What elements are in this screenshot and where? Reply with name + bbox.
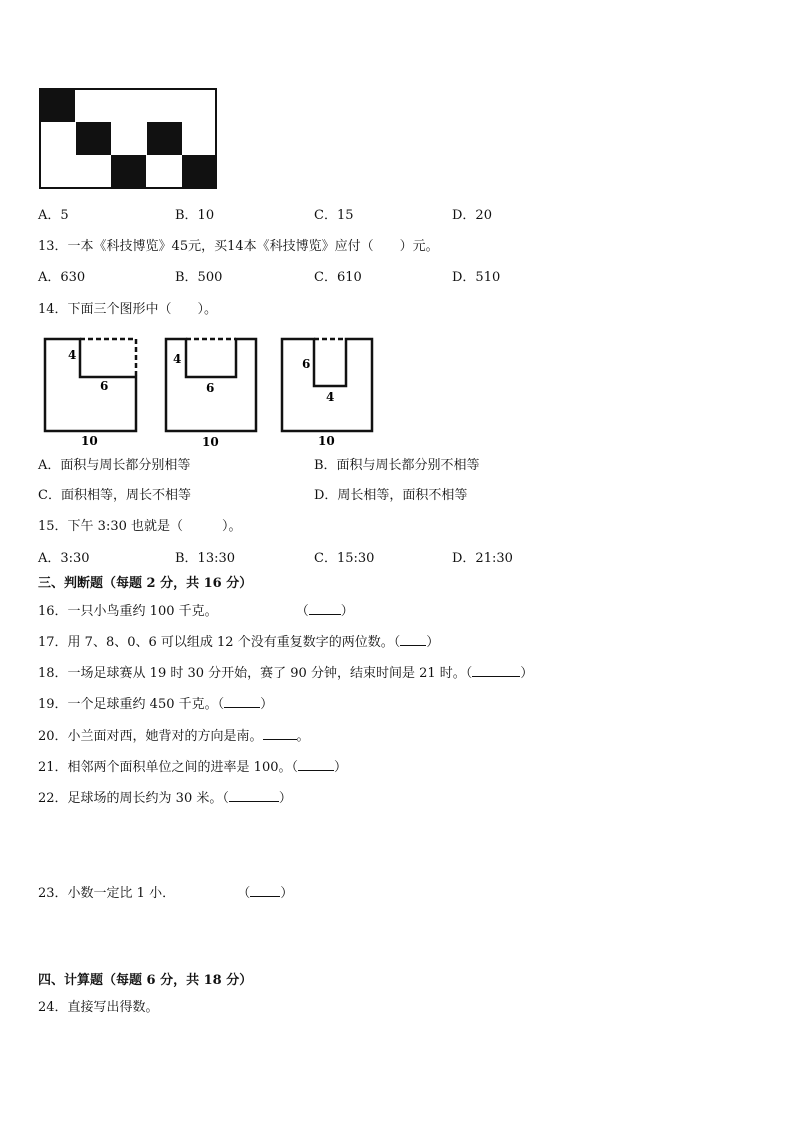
q13-option-a: A．630 (38, 270, 86, 285)
q14-fig3-bottom-label: 10 (318, 434, 335, 448)
q15-option-d: D．21:30 (452, 551, 513, 566)
q13-stem: 13．一本《科技博览》45元，买14本《科技博览》应付（ ）元。 (38, 239, 439, 254)
q21: 21．相邻两个面积单位之间的进率是 100。（ ） (38, 760, 348, 775)
q17: 17．用 7、8、0、6 可以组成 12 个没有重复数字的两位数。（ ） (38, 635, 440, 650)
q13-option-c: C．610 (314, 270, 362, 285)
q12-option-a: A．5 (38, 208, 69, 223)
q14-figures (38, 334, 383, 452)
q13-option-d: D．510 (452, 270, 501, 285)
q14-fig3-side-label: 6 (302, 357, 311, 371)
q18-text: 18．一场足球赛从 19 时 30 分开始，赛了 90 分钟，结束时间是 21 时。 (38, 666, 466, 681)
q17-answer-blank[interactable] (400, 633, 426, 646)
q18: 18．一场足球赛从 19 时 30 分开始，赛了 90 分钟，结束时间是 21 时。（ ） (38, 666, 534, 681)
q23: 23．小数一定比 1 小． （ ） (38, 886, 294, 901)
q14-stem: 14．下面三个图形中（ ）。 (38, 302, 218, 317)
q18-answer-blank[interactable] (472, 664, 520, 677)
q21-text: 21．相邻两个面积单位之间的进率是 100。 (38, 760, 292, 775)
q21-answer-blank[interactable] (298, 758, 334, 771)
q12-option-c: C．15 (314, 208, 354, 223)
black-square (76, 122, 111, 155)
q12-option-d: D．20 (452, 208, 492, 223)
q15-option-b: B．13:30 (175, 551, 236, 566)
q14-figure-3 (282, 339, 372, 448)
q12-option-b: B．10 (175, 208, 215, 223)
q20: 20．小兰面对西，她背对的方向是南。 。 (38, 729, 310, 744)
q20-text: 20．小兰面对西，她背对的方向是南。 (38, 729, 263, 744)
q22: 22．足球场的周长约为 30 米。（ ） (38, 791, 292, 806)
q15-stem: 15．下午 3:30 也就是（ ）。 (38, 519, 242, 534)
q17-text: 17．用 7、8、0、6 可以组成 12 个没有重复数字的两位数。 (38, 635, 394, 650)
black-square (40, 89, 75, 122)
q14-figure-1 (45, 339, 136, 448)
section-3-heading: 三、判断题（每题 2 分，共 16 分） (38, 576, 253, 591)
black-square (147, 122, 182, 155)
q19: 19．一个足球重约 450 千克。（ ） (38, 697, 274, 712)
black-square (111, 155, 146, 188)
q23-text: 23．小数一定比 1 小． (38, 886, 176, 901)
q22-answer-blank[interactable] (229, 789, 279, 802)
q14-option-d: D．周长相等，面积不相等 (314, 488, 468, 503)
q14-fig2-bottom-label: 10 (202, 435, 219, 449)
q24-stem: 24．直接写出得数。 (38, 1000, 159, 1015)
black-square (182, 155, 217, 188)
q16-answer-blank[interactable] (309, 602, 341, 615)
q14-fig1-bottom-label: 10 (81, 434, 98, 448)
q12-checkerboard-figure (39, 88, 219, 190)
q15-option-a: A．3:30 (38, 551, 90, 566)
section-4-heading: 四、计算题（每题 6 分，共 18 分） (38, 973, 253, 988)
q14-fig2-side-label: 4 (173, 352, 182, 366)
q19-answer-blank[interactable] (224, 695, 260, 708)
q14-fig1-inner-label: 6 (100, 379, 109, 393)
q19-text: 19．一个足球重约 450 千克。 (38, 697, 218, 712)
q14-option-b: B．面积与周长都分别不相等 (314, 458, 480, 473)
q14-figure-2 (166, 339, 256, 449)
q16: 16．一只小鸟重约 100 千克。 （ ） (38, 604, 354, 619)
q23-answer-blank[interactable] (250, 884, 280, 897)
q20-answer-blank[interactable] (263, 727, 297, 740)
q13-option-b: B．500 (175, 270, 223, 285)
q15-option-c: C．15:30 (314, 551, 375, 566)
q16-text: 16．一只小鸟重约 100 千克。 (38, 604, 218, 619)
q14-fig2-inner-label: 6 (206, 381, 215, 395)
q14-option-a: A．面积与周长都分别相等 (38, 458, 191, 473)
q14-option-c: C．面积相等，周长不相等 (38, 488, 191, 503)
q14-fig3-inner-label: 4 (326, 390, 335, 404)
q22-text: 22．足球场的周长约为 30 米。 (38, 791, 223, 806)
q14-fig1-side-label: 4 (68, 348, 77, 362)
